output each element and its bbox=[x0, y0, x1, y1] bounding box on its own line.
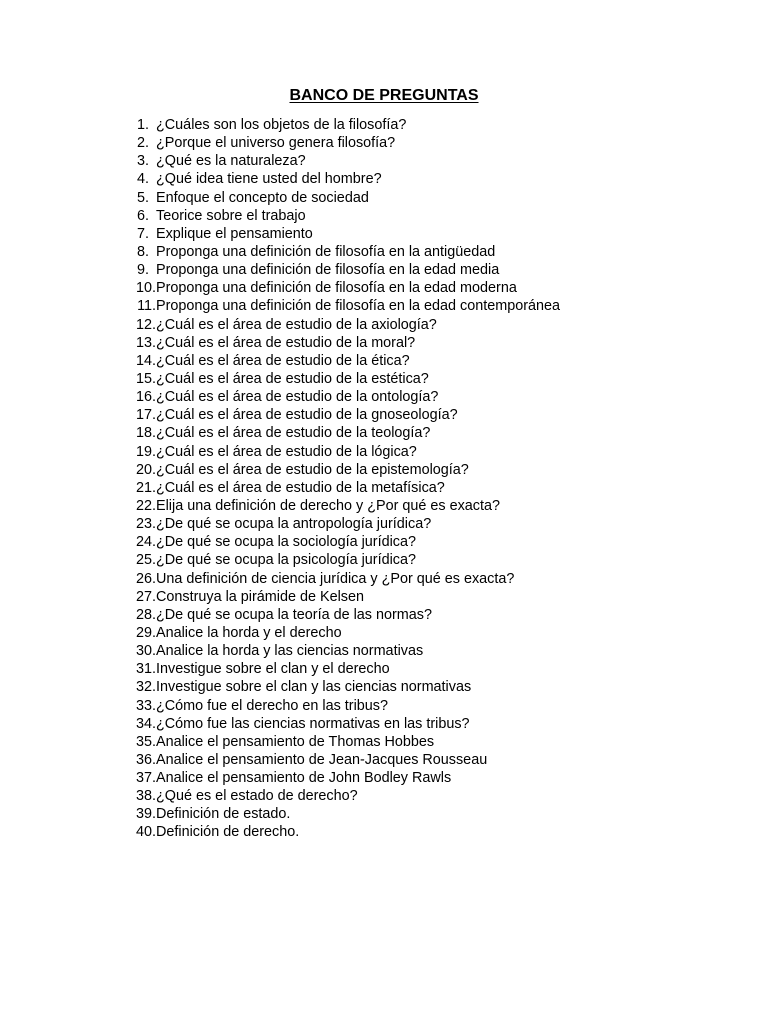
list-item bbox=[120, 388, 560, 406]
question-text: Explique el pensamiento bbox=[156, 225, 313, 242]
question-text: ¿De qué se ocupa la antropología jurídica? bbox=[156, 516, 432, 533]
list-item bbox=[120, 152, 560, 170]
list-item bbox=[120, 225, 560, 243]
list-item bbox=[120, 533, 560, 551]
question-text: ¿Cuáles son los objetos de la filosofía? bbox=[156, 117, 407, 133]
list-item bbox=[120, 207, 560, 225]
question-text: ¿Qué es el estado de derecho? bbox=[156, 788, 358, 805]
list-item bbox=[120, 551, 560, 569]
list-item bbox=[120, 642, 560, 660]
page-title: BANCO DE PREGUNTAS bbox=[289, 87, 479, 104]
list-item bbox=[120, 352, 560, 370]
question-number: 8. bbox=[136, 243, 149, 260]
list-item bbox=[120, 189, 560, 207]
question-text: Proponga una definición de filosofía en la edad media bbox=[156, 262, 500, 279]
list-item bbox=[120, 243, 560, 261]
question-text: Proponga una definición de filosofía en la edad contemporánea bbox=[156, 298, 561, 315]
question-text: ¿Cuál es el área de estudio de la ética? bbox=[156, 352, 410, 369]
list-item bbox=[120, 823, 560, 841]
question-number: 40. bbox=[135, 824, 156, 841]
list-item bbox=[120, 170, 560, 188]
question-number: 27. bbox=[135, 588, 156, 605]
question-number: 18. bbox=[135, 425, 156, 442]
question-text: Definición de derecho. bbox=[156, 824, 300, 841]
question-text: ¿Cómo fue el derecho en las tribus? bbox=[156, 697, 388, 714]
question-number: 33. bbox=[135, 697, 156, 714]
question-text: Definición de estado. bbox=[156, 806, 291, 823]
question-number: 5. bbox=[136, 189, 149, 206]
question-number: 10. bbox=[135, 280, 156, 297]
question-number: 21. bbox=[135, 479, 156, 496]
question-number: 1. bbox=[136, 117, 149, 133]
question-text: Proponga una definición de filosofía en la antigüedad bbox=[156, 243, 496, 260]
list-item bbox=[120, 497, 560, 515]
question-text: Investigue sobre el clan y las ciencias normativas bbox=[156, 679, 472, 696]
question-text: Elija una definición de derecho y ¿Por qué es exacta? bbox=[156, 497, 500, 514]
question-number: 39. bbox=[135, 806, 156, 823]
question-number: 15. bbox=[135, 370, 156, 387]
list-item bbox=[120, 697, 560, 715]
question-text: ¿Cuál es el área de estudio de la teología? bbox=[156, 425, 431, 442]
question-number: 30. bbox=[135, 643, 156, 660]
question-text: Analice el pensamiento de Jean-Jacques Rousseau bbox=[156, 751, 488, 768]
question-text: ¿Cuál es el área de estudio de la lógica? bbox=[156, 443, 417, 460]
question-number: 7. bbox=[136, 225, 149, 242]
question-number: 3. bbox=[136, 153, 149, 170]
question-number: 23. bbox=[135, 516, 156, 533]
question-number: 6. bbox=[136, 207, 149, 224]
question-text: Construya la pirámide de Kelsen bbox=[156, 588, 364, 605]
question-number: 38. bbox=[135, 788, 156, 805]
question-number: 28. bbox=[135, 606, 156, 623]
question-text: ¿Cuál es el área de estudio de la metafísica? bbox=[156, 479, 445, 496]
question-list bbox=[120, 116, 560, 842]
list-item bbox=[120, 479, 560, 497]
question-text: Investigue sobre el clan y el derecho bbox=[156, 661, 390, 678]
question-text: Analice el pensamiento de Thomas Hobbes bbox=[156, 733, 435, 750]
question-text: ¿De qué se ocupa la psicología jurídica? bbox=[156, 552, 416, 569]
list-item bbox=[120, 334, 560, 352]
question-text: ¿De qué se ocupa la sociología jurídica? bbox=[156, 534, 416, 551]
question-text: Proponga una definición de filosofía en la edad moderna bbox=[156, 280, 517, 297]
question-number: 17. bbox=[135, 407, 156, 424]
question-number: 36. bbox=[135, 751, 156, 768]
question-number: 32. bbox=[135, 679, 156, 696]
list-item bbox=[120, 370, 560, 388]
question-number: 34. bbox=[135, 715, 156, 732]
question-text: ¿Qué idea tiene usted del hombre? bbox=[156, 171, 382, 188]
list-item bbox=[120, 751, 560, 769]
question-text: ¿De qué se ocupa la teoría de las normas? bbox=[156, 606, 432, 623]
question-number: 19. bbox=[135, 443, 156, 460]
list-item bbox=[120, 424, 560, 442]
question-number: 11. bbox=[137, 298, 156, 315]
question-text: ¿Cuál es el área de estudio de la moral? bbox=[156, 334, 416, 351]
question-number: 9. bbox=[136, 262, 149, 279]
question-number: 2. bbox=[136, 135, 149, 152]
list-item bbox=[120, 805, 560, 823]
question-text: ¿Qué es la naturaleza? bbox=[156, 153, 306, 170]
question-number: 22. bbox=[135, 497, 156, 514]
question-text: ¿Cuál es el área de estudio de la ontología? bbox=[156, 389, 439, 406]
question-text: Una definición de ciencia jurídica y ¿Por qué es exacta? bbox=[156, 570, 515, 587]
list-item bbox=[120, 733, 560, 751]
question-number: 20. bbox=[135, 461, 156, 478]
list-item bbox=[120, 769, 560, 787]
list-item bbox=[120, 570, 560, 588]
list-item bbox=[120, 715, 560, 733]
question-text: Teorice sobre el trabajo bbox=[156, 207, 306, 224]
question-number: 37. bbox=[135, 770, 156, 787]
question-number: 4. bbox=[136, 171, 149, 188]
list-item bbox=[120, 461, 560, 479]
question-text: Analice la horda y las ciencias normativas bbox=[156, 643, 424, 660]
question-text: ¿Cuál es el área de estudio de la gnoseología? bbox=[156, 407, 458, 424]
list-item bbox=[120, 316, 560, 334]
question-number: 26. bbox=[135, 570, 156, 587]
list-item bbox=[120, 588, 560, 606]
list-item bbox=[120, 279, 560, 297]
question-text: Enfoque el concepto de sociedad bbox=[156, 189, 369, 206]
question-number: 24. bbox=[135, 534, 156, 551]
question-text: ¿Cuál es el área de estudio de la estética? bbox=[156, 370, 429, 387]
question-number: 14. bbox=[135, 352, 156, 369]
question-number: 13. bbox=[135, 334, 156, 351]
list-item bbox=[120, 116, 560, 134]
list-item bbox=[120, 406, 560, 424]
question-text: ¿Porque el universo genera filosofía? bbox=[156, 135, 396, 152]
list-item bbox=[120, 606, 560, 624]
question-number: 12. bbox=[135, 316, 156, 333]
question-number: 31. bbox=[135, 661, 156, 678]
list-item bbox=[120, 660, 560, 678]
question-text: ¿Cómo fue las ciencias normativas en las tribus? bbox=[156, 715, 470, 732]
list-item bbox=[120, 443, 560, 461]
list-item bbox=[120, 515, 560, 533]
list-item bbox=[120, 787, 560, 805]
list-item bbox=[120, 261, 560, 279]
question-number: 35. bbox=[135, 733, 156, 750]
list-item bbox=[120, 678, 560, 696]
list-item bbox=[120, 297, 560, 315]
list-item bbox=[120, 624, 560, 642]
list-item bbox=[120, 134, 560, 152]
question-number: 16. bbox=[135, 389, 156, 406]
question-number: 29. bbox=[135, 624, 156, 641]
question-number: 25. bbox=[135, 552, 156, 569]
question-text: ¿Cuál es el área de estudio de la axiología? bbox=[156, 316, 437, 333]
question-text: ¿Cuál es el área de estudio de la epistemología? bbox=[156, 461, 469, 478]
question-text: Analice el pensamiento de John Bodley Rawls bbox=[156, 770, 452, 787]
question-text: Analice la horda y el derecho bbox=[156, 624, 342, 641]
